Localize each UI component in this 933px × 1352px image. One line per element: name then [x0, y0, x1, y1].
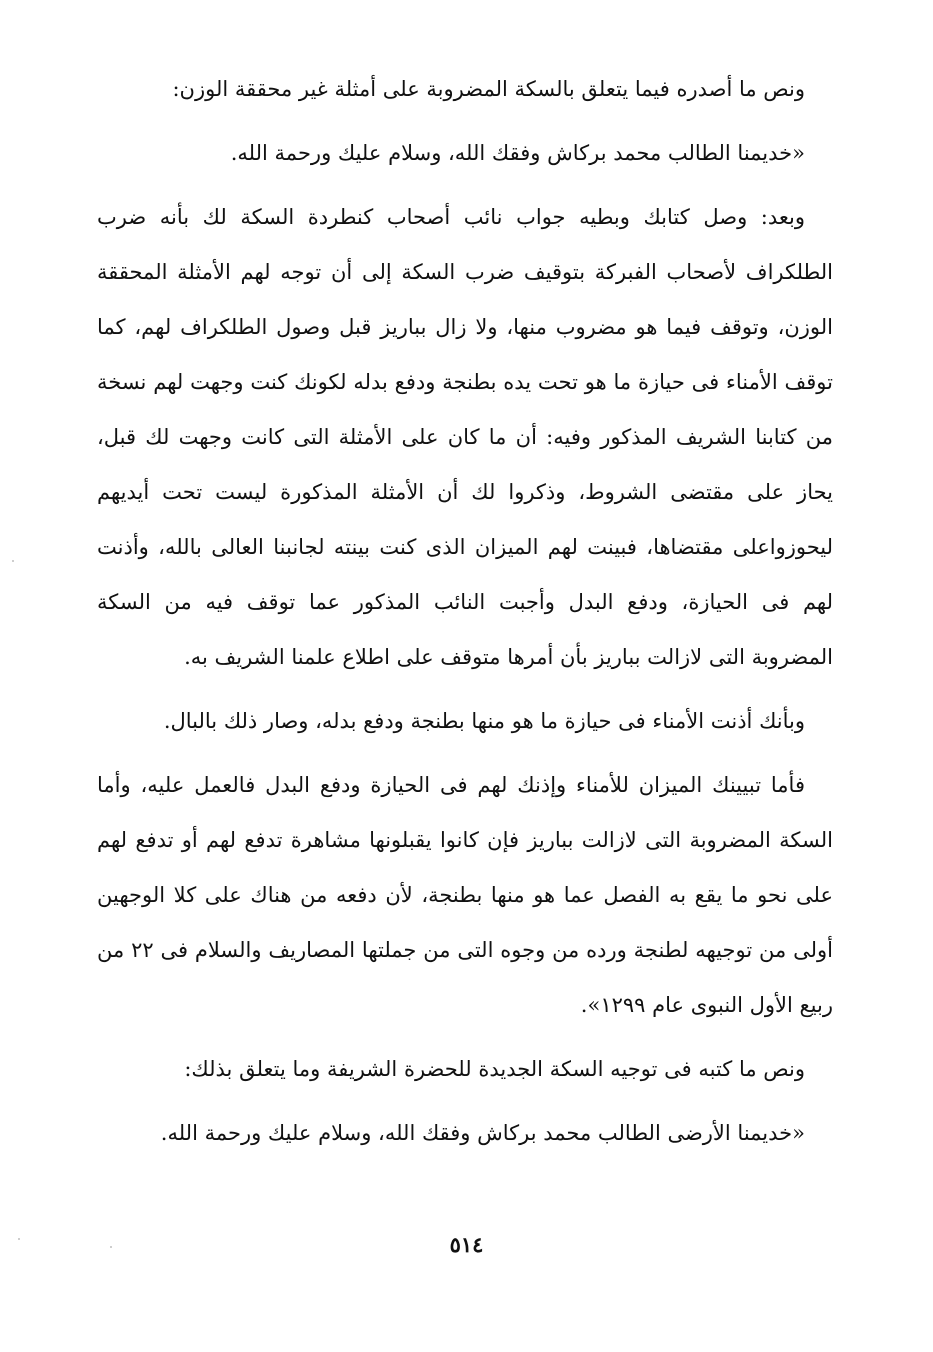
paragraph-instructions: فأما تبيينك الميزان للأمناء وإذنك لهم فى الحيازة ودفع البدل فالعمل عليه، وأما السكة المضروبة التى لازالت بباريز فإن كانوا يقبلونها مشاهرة تدفع لهم أو تدفع لهم على نحو ما يقع به الفصل عما هو منها بطنجة، لأن دفعه من هناك على كلا الوجهين أولى من توجيهه لطنجة ورده من وجوه التى من جملتها المصاريف والسلام فى ٢٢ من ربيع الأول النبوى عام ١٢٩٩». [97, 773, 833, 1017]
paragraph-intro-coinage: ونص ما أصدره فيما يتعلق بالسكة المضروبة على أمثلة غير محققة الوزن: [172, 77, 805, 101]
page-body [97, 62, 833, 1170]
paragraph-intro-new-coinage: ونص ما كتبه فى توجيه السكة الجديدة للحضرة الشريفة وما يتعلق بذلك: [184, 1057, 805, 1081]
paragraph-permission-note: وبأنك أذنت الأمناء فى حيازة ما هو منها بطنجة ودفع بدله، وصار ذلك بالبال. [163, 709, 805, 733]
scan-speck [110, 1246, 112, 1248]
paragraph-letter-body: وبعد: وصل كتابك وبطيه جواب نائب أصحاب كنطردة السكة لك بأنه ضرب الطلكراف لأصحاب الفبركة بتوقيف ضرب السكة إلى أن توجه لهم الأمثلة المحققة الوزن، وتوقف فيما هو مضروب منها، ولا زال بباريز قبل وصول الطلكراف لهم، كما توقف الأمناء فى حيازة ما هو تحت يده بطنجة ودفع بدله لكونك كنت وجهت لهم نسخة من كتابنا الشريف المذكور وفيه: أن ما كان على الأمثلة التى كانت وجهت لك قبل، يحاز على مقتضى الشروط، وذكروا لك أن الأمثلة المذكورة ليست تحت أيديهم ليحوزواعلى مقتضاها، فبينت لهم الميزان الذى كنت بينته لجانبنا العالى بالله، وأذنت لهم فى الحيازة، ودفع البدل وأجبت النائب المذكور عما توقف فيه من السكة المضروبة التى لازالت بباريز بأن أمرها متوقف على اطلاع علمنا الشريف به. [97, 205, 833, 669]
scan-speck [18, 1238, 20, 1240]
paragraph-letter-salutation: «خديمنا الطالب محمد بركاش وفقك الله، وسلام عليك ورحمة الله. [230, 141, 805, 165]
page-number: ٥١٤ [449, 1232, 484, 1257]
paragraph-second-salutation: «خديمنا الأرضى الطالب محمد بركاش وفقك الله، وسلام عليك ورحمة الله. [160, 1121, 805, 1145]
scan-speck [12, 560, 14, 562]
